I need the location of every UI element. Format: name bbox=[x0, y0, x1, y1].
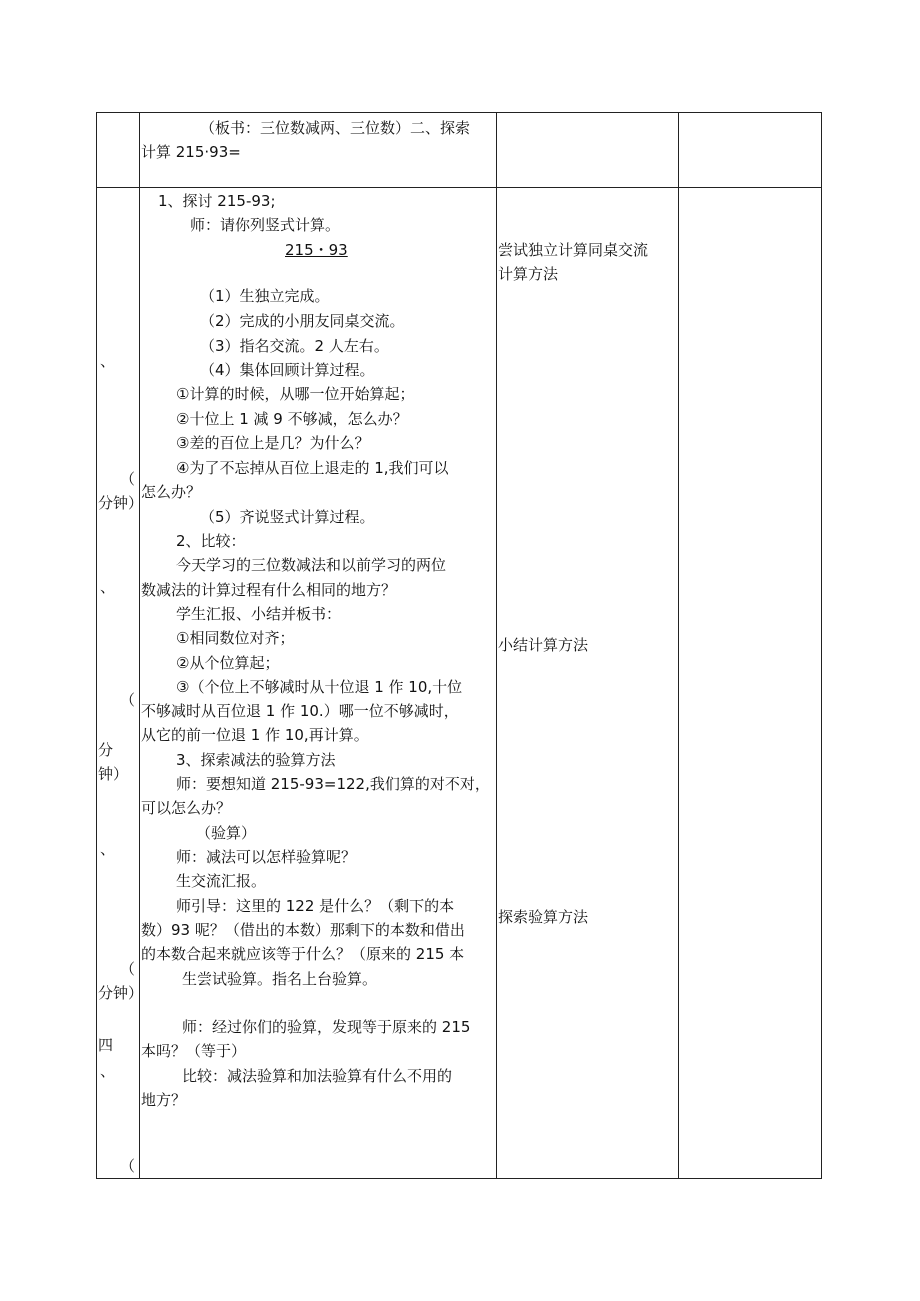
time-mark: 、 bbox=[100, 1062, 116, 1080]
process-line: ③差的百位上是几？为什么？ bbox=[176, 434, 370, 452]
table-right-border bbox=[821, 112, 822, 1179]
time-mark: （ bbox=[120, 691, 136, 709]
time-mark: 钟） bbox=[98, 765, 129, 783]
time-mark: 四 bbox=[98, 1036, 114, 1054]
row-divider bbox=[96, 187, 822, 188]
process-line: 生尝试验算。指名上台验算。 bbox=[182, 970, 378, 988]
process-line: 2、比较： bbox=[176, 532, 246, 550]
time-mark: （ bbox=[120, 960, 136, 978]
process-line: 3、探索减法的验算方法 bbox=[176, 751, 336, 769]
column-divider-2 bbox=[496, 112, 497, 1179]
time-mark: 分 bbox=[98, 741, 114, 759]
process-line: 不够减时从百位退 1 作 10.）哪一位不够减时， bbox=[141, 702, 459, 720]
process-line: ③（个位上不够减时从十位退 1 作 10,十位 bbox=[176, 678, 463, 696]
time-mark: 、 bbox=[100, 578, 116, 596]
process-line: （5）齐说竖式计算过程。 bbox=[200, 508, 375, 526]
table-top-border bbox=[96, 112, 822, 113]
process-line: ①相同数位对齐； bbox=[176, 629, 295, 647]
process-line: 师：请你列竖式计算。 bbox=[190, 216, 341, 234]
student-activity-note: 尝试独立计算同桌交流 bbox=[498, 241, 649, 259]
process-line: 可以怎么办？ bbox=[141, 799, 232, 817]
process-line: ②从个位算起； bbox=[176, 654, 280, 672]
student-activity-note: 计算方法 bbox=[498, 265, 559, 283]
time-mark: 分钟） bbox=[98, 984, 144, 1002]
column-divider-1 bbox=[139, 112, 140, 1179]
table-left-border bbox=[96, 112, 97, 1179]
process-line: ④为了不忘掉从百位上退走的 1,我们可以 bbox=[176, 459, 449, 477]
process-line: 怎么办？ bbox=[141, 483, 202, 501]
process-line: （4）集体回顾计算过程。 bbox=[200, 361, 375, 379]
process-line: 数）93 呢？（借出的本数）那剩下的本数和借出 bbox=[141, 921, 465, 939]
process-line: 比较：减法验算和加法验算有什么不用的 bbox=[182, 1067, 453, 1085]
time-mark: （ bbox=[120, 470, 136, 488]
process-line: 今天学习的三位数减法和以前学习的两位 bbox=[176, 556, 447, 574]
process-line: ②十位上 1 减 9 不够减，怎么办？ bbox=[176, 410, 408, 428]
process-line: 师：经过你们的验算，发现等于原来的 215 bbox=[182, 1018, 471, 1036]
time-mark: 、 bbox=[100, 840, 116, 858]
board-note-line-2: 计算 215·93= bbox=[141, 143, 241, 161]
process-line: 数减法的计算过程有什么相同的地方？ bbox=[141, 581, 397, 599]
time-mark: 、 bbox=[100, 352, 116, 370]
process-line: 学生汇报、小结并板书： bbox=[176, 605, 342, 623]
board-note-line-1: （板书：三位数减两、三位数）二、探索 bbox=[200, 119, 471, 137]
student-activity-note: 探索验算方法 bbox=[498, 908, 589, 926]
process-line: 1、探讨 215-93; bbox=[158, 192, 276, 210]
student-activity-note: 小结计算方法 bbox=[498, 636, 589, 654]
process-line: （2）完成的小朋友同桌交流。 bbox=[200, 312, 405, 330]
process-line: 师：要想知道 215-93=122,我们算的对不对， bbox=[176, 775, 490, 793]
time-mark: （ bbox=[120, 1157, 136, 1175]
process-line: 的本数合起来就应该等于什么？（原来的 215 本 bbox=[141, 945, 465, 963]
time-mark: 分钟） bbox=[98, 494, 144, 512]
process-line: 师引导：这里的 122 是什么？（剩下的本 bbox=[176, 897, 455, 915]
process-line: （验算） bbox=[196, 824, 257, 842]
process-line: 生交流汇报。 bbox=[176, 872, 267, 890]
process-line: 本吗？（等于） bbox=[141, 1042, 247, 1060]
vertical-calculation: 215・93 bbox=[285, 241, 348, 259]
process-line: 地方？ bbox=[141, 1091, 187, 1109]
process-line: ①计算的时候，从哪一位开始算起； bbox=[176, 385, 415, 403]
table-bottom-border bbox=[96, 1178, 822, 1179]
process-line: （3）指名交流。2 人左右。 bbox=[200, 337, 389, 355]
process-line: 师：减法可以怎样验算呢？ bbox=[176, 848, 357, 866]
process-line: （1）生独立完成。 bbox=[200, 287, 330, 305]
column-divider-3 bbox=[678, 112, 679, 1179]
process-line: 从它的前一位退 1 作 10,再计算。 bbox=[141, 726, 369, 744]
